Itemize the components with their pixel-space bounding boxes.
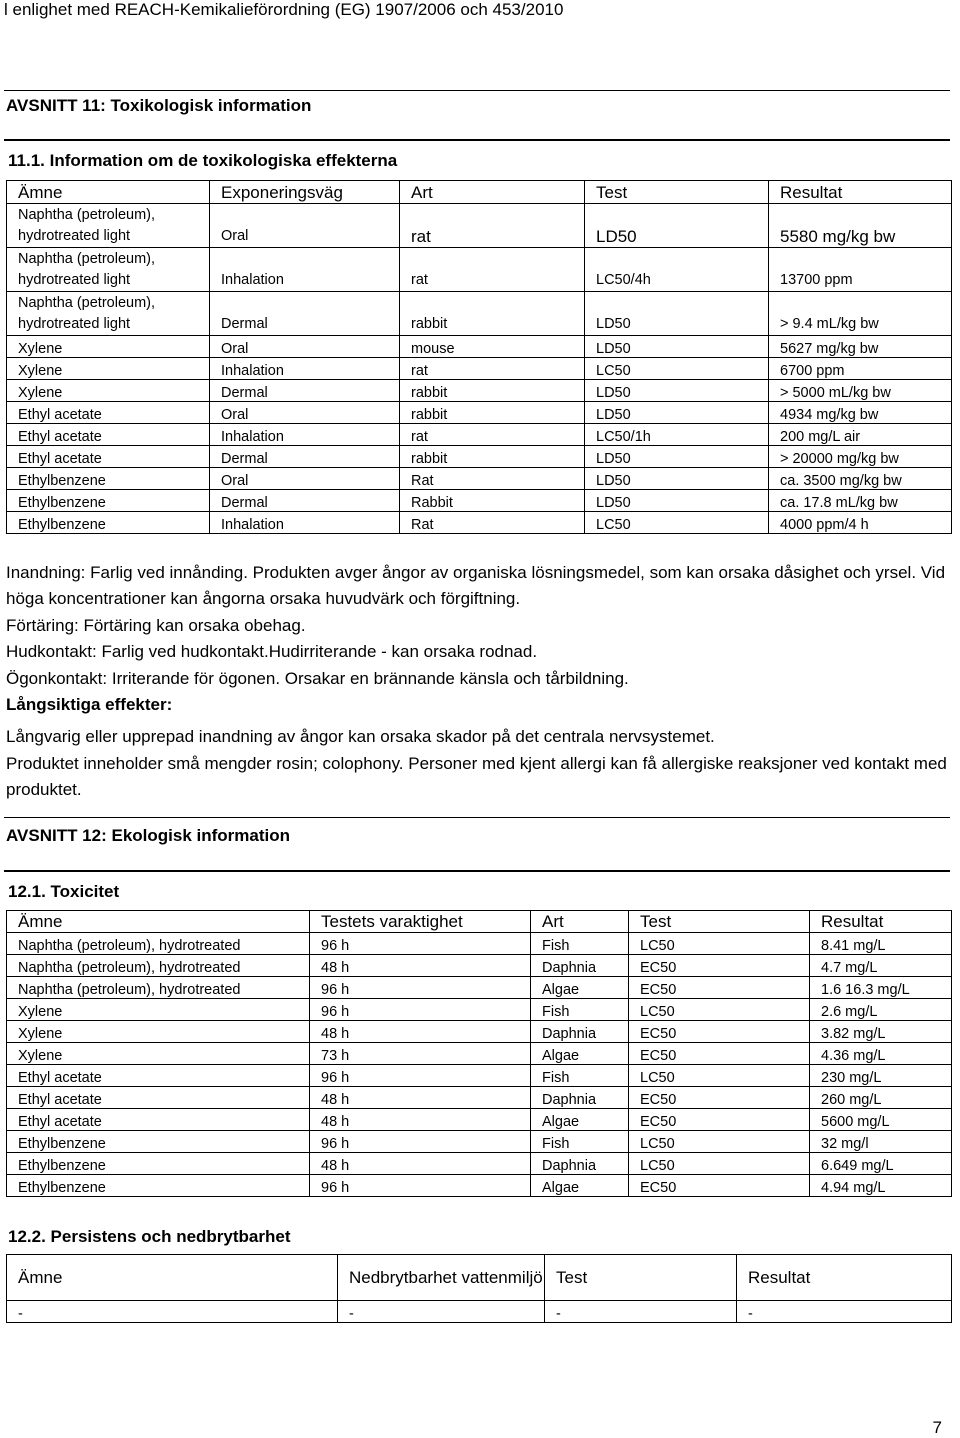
table-cell: EC50	[629, 1021, 810, 1043]
table-cell: Ethylbenzene	[7, 1153, 310, 1175]
inhalation-text: Inandning: Farlig ved innånding. Produkten avger ångor av organiska lösningsmedel, som kan orsaka dåsighet och yrsel. Vid höga koncentrationer kan ångorna orsaka huvudvärk och förgiftning.	[6, 563, 946, 609]
table-row	[7, 1131, 952, 1153]
column-header: Resultat	[769, 181, 952, 204]
column-header: Ämne	[7, 181, 210, 204]
table-cell: 4.7 mg/L	[810, 955, 952, 977]
table-row	[7, 380, 952, 402]
table-cell: 4000 ppm/4 h	[769, 512, 952, 534]
table-cell: mouse	[400, 336, 585, 358]
column-header: Test	[585, 181, 769, 204]
table-cell: Xylene	[7, 1043, 310, 1065]
table-row	[7, 336, 952, 358]
column-header: Nedbrytbarhet vattenmiljö	[338, 1255, 545, 1301]
table-cell: 96 h	[310, 977, 531, 999]
table-cell: EC50	[629, 1087, 810, 1109]
table-cell: 3.82 mg/L	[810, 1021, 952, 1043]
table-cell: -	[737, 1301, 952, 1323]
table-cell: 48 h	[310, 1087, 531, 1109]
column-header: Art	[400, 181, 585, 204]
table-cell: Ethyl acetate	[7, 446, 210, 468]
table-cell: ca. 17.8 mL/kg bw	[769, 490, 952, 512]
table-row	[7, 490, 952, 512]
table-cell: 8.41 mg/L	[810, 933, 952, 955]
table-cell: EC50	[629, 955, 810, 977]
table-cell: LC50	[629, 933, 810, 955]
table-row	[7, 248, 952, 292]
table-cell: Dermal	[210, 380, 400, 402]
table-cell: 2.6 mg/L	[810, 999, 952, 1021]
table-cell: 5600 mg/L	[810, 1109, 952, 1131]
table-cell: Ethylbenzene	[7, 1131, 310, 1153]
table-cell: Oral	[210, 336, 400, 358]
table-cell: LD50	[585, 380, 769, 402]
column-header: Exponeringsväg	[210, 181, 400, 204]
table-cell: Daphnia	[531, 1153, 629, 1175]
subsection-12-1-title: 12.1. Toxicitet	[8, 882, 120, 901]
table-row	[7, 1065, 952, 1087]
table-cell: > 5000 mL/kg bw	[769, 380, 952, 402]
table-cell: 96 h	[310, 1065, 531, 1087]
page-number: 7	[932, 1418, 942, 1437]
table-cell: 96 h	[310, 1131, 531, 1153]
table-cell: Inhalation	[210, 358, 400, 380]
table-row	[7, 402, 952, 424]
table-cell: rat	[400, 424, 585, 446]
table-cell: Naphtha (petroleum), hydrotreated light	[7, 292, 210, 336]
table-cell: Daphnia	[531, 1021, 629, 1043]
table-cell: EC50	[629, 1043, 810, 1065]
table-cell: Ethyl acetate	[7, 1065, 310, 1087]
section-11-title: AVSNITT 11: Toxikologisk information	[6, 96, 312, 115]
table-row	[7, 977, 952, 999]
table-cell: Fish	[531, 933, 629, 955]
column-header: Ämne	[7, 1255, 338, 1301]
eye-contact-text: Ögonkontakt: Irriterande för ögonen. Orsakar en brännande känsla och tårbildning.	[6, 668, 629, 688]
table-cell: Oral	[210, 204, 400, 248]
table-header-row	[7, 181, 952, 204]
table-cell: Inhalation	[210, 248, 400, 292]
table-cell: Inhalation	[210, 512, 400, 534]
subsection-11-1-title: 11.1. Information om de toxikologiska effekterna	[8, 151, 398, 170]
table-cell: 96 h	[310, 933, 531, 955]
column-header: Art	[531, 911, 629, 933]
table-cell: 230 mg/L	[810, 1065, 952, 1087]
table-row	[7, 1301, 952, 1323]
table-cell: 48 h	[310, 1109, 531, 1131]
subsection-divider-11-1	[4, 139, 950, 141]
table-cell: Ethylbenzene	[7, 1175, 310, 1197]
table-cell: Inhalation	[210, 424, 400, 446]
document-header: l enlighet med REACH-Kemikalieförordning (EG) 1907/2006 och 453/2010	[4, 0, 564, 19]
table-cell: LD50	[585, 402, 769, 424]
table-cell: 4.36 mg/L	[810, 1043, 952, 1065]
table-cell: 5580 mg/kg bw	[769, 204, 952, 248]
table-cell: > 20000 mg/kg bw	[769, 446, 952, 468]
table-cell: Rabbit	[400, 490, 585, 512]
table-cell: 4.94 mg/L	[810, 1175, 952, 1197]
column-header: Resultat	[810, 911, 952, 933]
table-cell: 32 mg/l	[810, 1131, 952, 1153]
table-cell: 200 mg/L air	[769, 424, 952, 446]
table-cell: Algae	[531, 1109, 629, 1131]
table-cell: rabbit	[400, 446, 585, 468]
table-row	[7, 955, 952, 977]
table-cell: Ethylbenzene	[7, 512, 210, 534]
table-cell: Fish	[531, 1065, 629, 1087]
table-cell: LD50	[585, 490, 769, 512]
table-row	[7, 1087, 952, 1109]
table-row	[7, 292, 952, 336]
table-cell: Ethyl acetate	[7, 1087, 310, 1109]
table-cell: Xylene	[7, 1021, 310, 1043]
table-cell: 5627 mg/kg bw	[769, 336, 952, 358]
persistence-table	[6, 1254, 952, 1323]
table-cell: rat	[400, 204, 585, 248]
table-cell: Xylene	[7, 380, 210, 402]
table-cell: Ethylbenzene	[7, 468, 210, 490]
column-header: Test	[629, 911, 810, 933]
table-cell: Naphtha (petroleum), hydrotreated	[7, 955, 310, 977]
table-cell: rat	[400, 248, 585, 292]
table-row	[7, 358, 952, 380]
table-cell: LD50	[585, 336, 769, 358]
table-row	[7, 204, 952, 248]
table-cell: 260 mg/L	[810, 1087, 952, 1109]
subsection-12-2-title: 12.2. Persistens och nedbrytbarhet	[8, 1227, 291, 1246]
table-cell: 96 h	[310, 1175, 531, 1197]
table-cell: 96 h	[310, 999, 531, 1021]
ecotoxicity-table	[6, 910, 952, 1197]
table-cell: LD50	[585, 204, 769, 248]
column-header: Ämne	[7, 911, 310, 933]
table-row	[7, 933, 952, 955]
skin-contact-text: Hudkontakt: Farlig ved hudkontakt.Hudirriterande - kan orsaka rodnad.	[6, 642, 538, 662]
column-header: Resultat	[737, 1255, 952, 1301]
table-cell: 4934 mg/kg bw	[769, 402, 952, 424]
table-cell: Daphnia	[531, 1087, 629, 1109]
column-header: Testets varaktighet	[310, 911, 531, 933]
table-cell: Oral	[210, 468, 400, 490]
long-term-effects-heading: Långsiktiga effekter:	[6, 695, 173, 715]
table-cell: EC50	[629, 1175, 810, 1197]
table-cell: -	[338, 1301, 545, 1323]
table-cell: 48 h	[310, 1153, 531, 1175]
section-divider-11	[4, 90, 950, 91]
table-cell: LC50	[629, 999, 810, 1021]
table-cell: Rat	[400, 468, 585, 490]
table-cell: Ethyl acetate	[7, 424, 210, 446]
table-row	[7, 1021, 952, 1043]
table-cell: EC50	[629, 977, 810, 999]
table-cell: Algae	[531, 1043, 629, 1065]
subsection-divider-12-1	[4, 870, 950, 872]
table-cell: Oral	[210, 402, 400, 424]
allergy-text: Produktet inneholder små mengder rosin; colophony. Personer med kjent allergi kan få allergiske reaksjoner ved kontakt med produktet.	[6, 753, 947, 800]
table-cell: Ethyl acetate	[7, 402, 210, 424]
table-cell: LC50	[629, 1153, 810, 1175]
table-cell: LC50	[629, 1131, 810, 1153]
table-row	[7, 1175, 952, 1197]
table-cell: LD50	[585, 292, 769, 336]
table-cell: LD50	[585, 468, 769, 490]
table-cell: Dermal	[210, 446, 400, 468]
table-cell: Naphtha (petroleum), hydrotreated	[7, 977, 310, 999]
table-cell: Dermal	[210, 490, 400, 512]
table-cell: Xylene	[7, 999, 310, 1021]
table-cell: LC50	[585, 358, 769, 380]
table-cell: LC50	[585, 512, 769, 534]
table-cell: Naphtha (petroleum), hydrotreated light	[7, 248, 210, 292]
table-cell: 13700 ppm	[769, 248, 952, 292]
table-row	[7, 1109, 952, 1131]
table-cell: 73 h	[310, 1043, 531, 1065]
table-cell: Algae	[531, 977, 629, 999]
table-cell: LD50	[585, 446, 769, 468]
toxicology-text	[6, 560, 951, 804]
table-header-row	[7, 1255, 952, 1301]
table-cell: Ethylbenzene	[7, 490, 210, 512]
section-divider-12	[4, 817, 950, 818]
table-cell: rat	[400, 358, 585, 380]
table-cell: Fish	[531, 1131, 629, 1153]
table-cell: LC50/4h	[585, 248, 769, 292]
table-cell: -	[545, 1301, 737, 1323]
table-cell: LC50	[629, 1065, 810, 1087]
table-cell: rabbit	[400, 402, 585, 424]
table-row	[7, 999, 952, 1021]
table-row	[7, 1153, 952, 1175]
table-cell: 1.6 16.3 mg/L	[810, 977, 952, 999]
table-cell: rabbit	[400, 380, 585, 402]
table-cell: 6700 ppm	[769, 358, 952, 380]
table-cell: Xylene	[7, 358, 210, 380]
section-12-title: AVSNITT 12: Ekologisk information	[6, 826, 290, 845]
table-cell: 48 h	[310, 955, 531, 977]
table-cell: LC50/1h	[585, 424, 769, 446]
table-cell: rabbit	[400, 292, 585, 336]
table-cell: 6.649 mg/L	[810, 1153, 952, 1175]
table-cell: Daphnia	[531, 955, 629, 977]
table-cell: Fish	[531, 999, 629, 1021]
table-cell: Dermal	[210, 292, 400, 336]
table-cell: -	[7, 1301, 338, 1323]
table-row	[7, 1043, 952, 1065]
table-header-row	[7, 911, 952, 933]
ingestion-text: Förtäring: Förtäring kan orsaka obehag.	[6, 615, 306, 635]
toxicology-table	[6, 180, 952, 534]
table-cell: EC50	[629, 1109, 810, 1131]
table-row	[7, 468, 952, 490]
table-cell: 48 h	[310, 1021, 531, 1043]
table-cell: Naphtha (petroleum), hydrotreated light	[7, 204, 210, 248]
table-row	[7, 446, 952, 468]
table-cell: Rat	[400, 512, 585, 534]
table-row	[7, 512, 952, 534]
table-cell: > 9.4 mL/kg bw	[769, 292, 952, 336]
table-cell: Algae	[531, 1175, 629, 1197]
long-term-effects-text: Långvarig eller upprepad inandning av ångor kan orsaka skador på det centrala nervsystemet.	[6, 727, 715, 747]
table-row	[7, 424, 952, 446]
table-cell: Ethyl acetate	[7, 1109, 310, 1131]
table-cell: ca. 3500 mg/kg bw	[769, 468, 952, 490]
table-cell: Xylene	[7, 336, 210, 358]
column-header: Test	[545, 1255, 737, 1301]
table-cell: Naphtha (petroleum), hydrotreated	[7, 933, 310, 955]
